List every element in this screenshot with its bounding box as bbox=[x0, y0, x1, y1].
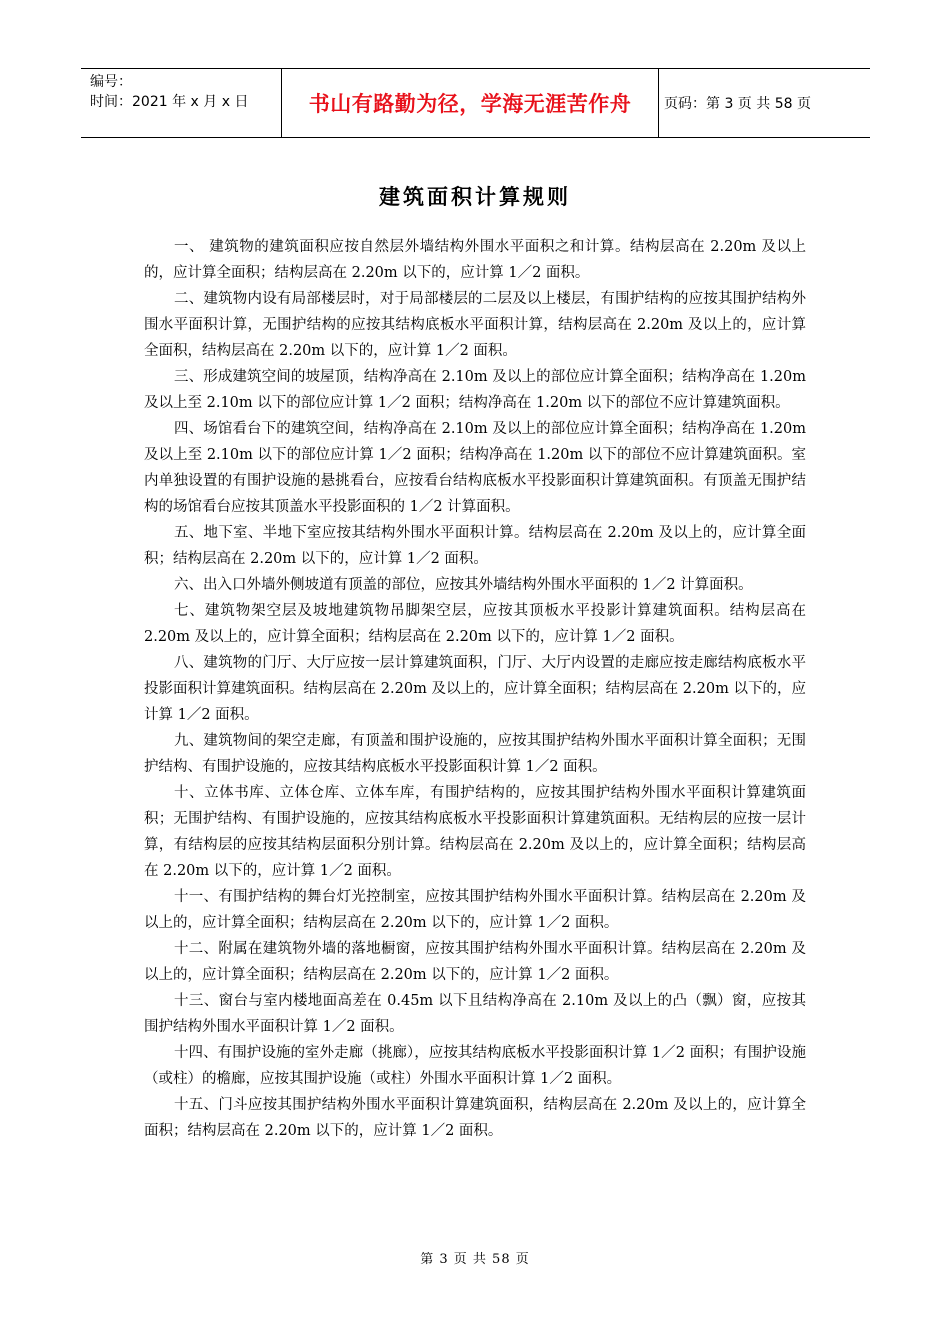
paragraph-9: 九、建筑物间的架空走廊，有顶盖和围护设施的，应按其围护结构外围水平面积计算全面积；无围护结构、有围护设施的，应按其结构底板水平投影面积计算 1／2 面积。 bbox=[144, 733, 806, 775]
paragraph-8: 八、建筑物的门厅、大厅应按一层计算建筑面积，门厅、大厅内设置的走廊应按走廊结构底板水平投影面积计算建筑面积。结构层高在 2.20m 及以上的，应计算全面积；结构层高在 2.20m 以下的，应计算 1／2 面积。 bbox=[144, 655, 806, 723]
page-number-label: 页码：第 3 页 共 58 页 bbox=[664, 96, 811, 112]
header-page-cell bbox=[659, 69, 870, 137]
paragraph-15: 十五、门斗应按其围护结构外围水平面积计算建筑面积，结构层高在 2.20m 及以上的，应计算全面积；结构层高在 2.20m 以下的，应计算 1／2 面积。 bbox=[144, 1097, 806, 1139]
document-title: 建筑面积计算规则 bbox=[379, 185, 571, 209]
paragraph-3: 三、形成建筑空间的坡屋顶，结构净高在 2.10m 及以上的部位应计算全面积；结构净高在 1.20m 及以上至 2.10m 以下的部位应计算 1／2 面积；结构净高在 1.20m 以下的部位不应计算建筑面积。 bbox=[144, 369, 806, 411]
paragraph-2: 二、建筑物内设有局部楼层时，对于局部楼层的二层及以上楼层，有围护结构的应按其围护结构外围水平面积计算，无围护结构的应按其结构底板水平面积计算，结构层高在 2.20m 及以上的，应计算全面积，结构层高在 2.20m 以下的，应计算 1／2 面积。 bbox=[144, 291, 806, 359]
document-body bbox=[144, 234, 806, 1144]
header-info-cell bbox=[81, 69, 282, 137]
header-motto-cell bbox=[282, 69, 659, 137]
document-date-label: 时间：2021 年 x 月 x 日 bbox=[90, 94, 249, 110]
page-header bbox=[81, 68, 870, 138]
paragraph-1: 一、 建筑物的建筑面积应按自然层外墙结构外围水平面积之和计算。结构层高在 2.20m 及以上的，应计算全面积；结构层高在 2.20m 以下的，应计算 1／2 面积。 bbox=[144, 239, 806, 281]
paragraph-7: 七、建筑物架空层及坡地建筑物吊脚架空层，应按其顶板水平投影计算建筑面积。结构层高在 2.20m 及以上的，应计算全面积；结构层高在 2.20m 以下的，应计算 1／2 面积。 bbox=[144, 603, 806, 645]
paragraph-13: 十三、窗台与室内楼地面高差在 0.45m 以下且结构净高在 2.10m 及以上的凸（飘）窗，应按其围护结构外围水平面积计算 1／2 面积。 bbox=[144, 993, 806, 1035]
paragraph-6: 六、出入口外墙外侧坡道有顶盖的部位，应按其外墙结构外围水平面积的 1／2 计算面积。 bbox=[174, 577, 753, 593]
paragraph-11: 十一、有围护结构的舞台灯光控制室，应按其围护结构外围水平面积计算。结构层高在 2.20m 及以上的，应计算全面积；结构层高在 2.20m 以下的，应计算 1／2 面积。 bbox=[144, 889, 806, 931]
document-number-label: 编号： bbox=[90, 74, 132, 90]
paragraph-5: 五、地下室、半地下室应按其结构外围水平面积计算。结构层高在 2.20m 及以上的，应计算全面积；结构层高在 2.20m 以下的，应计算 1／2 面积。 bbox=[144, 525, 806, 567]
paragraph-14: 十四、有围护设施的室外走廊（挑廊），应按其结构底板水平投影面积计算 1／2 面积；有围护设施（或柱）的檐廊，应按其围护设施（或柱）外围水平面积计算 1／2 面积。 bbox=[144, 1045, 806, 1087]
motto-text: 书山有路勤为径，学海无涯苦作舟 bbox=[308, 92, 632, 116]
paragraph-10: 十、立体书库、立体仓库、立体车库，有围护结构的，应按其围护结构外围水平面积计算建筑面积；无围护结构、有围护设施的，应按其结构底板水平投影面积计算建筑面积。无结构层的应按一层计算，有结构层的应按其结构层面积分别计算。结构层高在 2.20m 及以上的，应计算全面积；结构层高在 2.20m 以下的，应计算 1／2 面积。 bbox=[144, 785, 806, 879]
paragraph-12: 十二、附属在建筑物外墙的落地橱窗，应按其围护结构外围水平面积计算。结构层高在 2.20m 及以上的，应计算全面积；结构层高在 2.20m 以下的，应计算 1／2 面积。 bbox=[144, 941, 806, 983]
paragraph-4: 四、场馆看台下的建筑空间，结构净高在 2.10m 及以上的部位应计算全面积；结构净高在 1.20m 及以上至 2.10m 以下的部位应计算 1／2 面积；结构净高在 1.20m 以下的部位不应计算建筑面积。室内单独设置的有围护设施的悬挑看台，应按看台结构底板水平投影面积计算建筑面积。有顶盖无围护结构的场馆看台应按其顶盖水平投影面积的 1／2 计算面积。 bbox=[144, 421, 806, 515]
page-footer: 第 3 页 共 58 页 bbox=[420, 1252, 530, 1267]
